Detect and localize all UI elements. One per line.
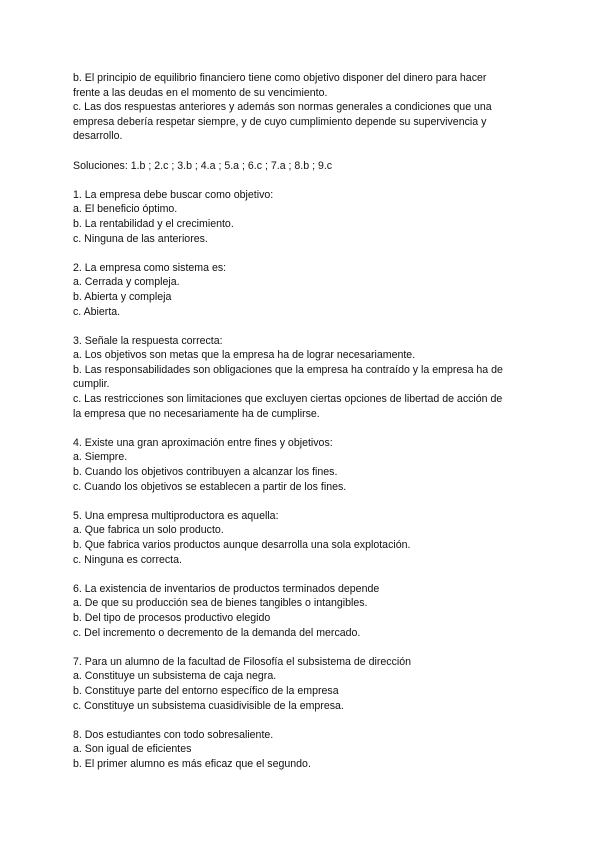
question-7 — [73, 655, 533, 713]
option-c: c. Ninguna es correcta. — [73, 553, 182, 566]
question-text: 8. Dos estudiantes con todo sobresaliente. — [73, 728, 274, 741]
option-b: b. El primer alumno es más eficaz que el segundo. — [73, 757, 311, 770]
question-5 — [73, 509, 533, 567]
solutions-block — [73, 159, 533, 174]
question-text: 1. La empresa debe buscar como objetivo: — [73, 188, 274, 201]
option-c: c. Constituye un subsistema cuasidivisible de la empresa. — [73, 699, 344, 712]
option-c: c. Cuando los objetivos se establecen a partir de los fines. — [73, 480, 347, 493]
question-text: 5. Una empresa multiproductora es aquella: — [73, 509, 279, 522]
option-b-line2: cumplir. — [73, 378, 110, 391]
question-8 — [73, 728, 533, 772]
option-b: b. Que fabrica varios productos aunque desarrolla una sola explotación. — [73, 539, 411, 551]
option-b-line1: b. Las responsabilidades son obligaciones que la empresa ha contraído y la empresa ha de — [73, 363, 503, 376]
intro-option-b-line2: frente a las deudas en el momento de su vencimiento. — [73, 86, 328, 99]
document-body — [73, 71, 533, 786]
intro-option-c-line1: c. Las dos respuestas anteriores y además son normas generales a condiciones que una — [73, 101, 492, 114]
option-a: a. Constituye un subsistema de caja negra. — [73, 670, 277, 683]
option-c: c. Ninguna de las anteriores. — [73, 232, 208, 245]
option-b: b. Del tipo de procesos productivo elegido — [73, 611, 271, 624]
question-text: 4. Existe una gran aproximación entre fines y objetivos: — [73, 436, 333, 449]
question-3 — [73, 334, 533, 422]
option-a: a. De que su producción sea de bienes tangibles o intangibles. — [73, 597, 368, 610]
intro-option-b-line1: b. El principio de equilibrio financiero tiene como objetivo disponer del dinero para hacer — [73, 72, 487, 84]
question-6 — [73, 582, 533, 640]
question-1 — [73, 188, 533, 246]
intro-option-c-line2: empresa debería respetar siempre, y de cuyo cumplimiento depende su supervivencia y — [73, 115, 487, 128]
question-text: 7. Para un alumno de la facultad de Filosofía el subsistema de dirección — [73, 655, 412, 668]
option-b: b. Abierta y compleja — [73, 290, 172, 303]
option-b: b. Cuando los objetivos contribuyen a alcanzar los fines. — [73, 466, 338, 479]
option-a: a. Que fabrica un solo producto. — [73, 524, 224, 537]
question-text: 6. La existencia de inventarios de productos terminados depende — [73, 582, 380, 595]
option-b: b. La rentabilidad y el crecimiento. — [73, 217, 234, 230]
option-a: a. Siempre. — [73, 451, 128, 464]
solutions-line: Soluciones: 1.b ; 2.c ; 3.b ; 4.a ; 5.a ; 6.c ; 7.a ; 8.b ; 9.c — [73, 159, 333, 172]
question-text: 2. La empresa como sistema es: — [73, 261, 227, 274]
option-b: b. Constituye parte del entorno específico de la empresa — [73, 684, 339, 697]
option-c-line1: c. Las restricciones son limitaciones que excluyen ciertas opciones de libertad de acción de — [73, 393, 503, 406]
question-2 — [73, 261, 533, 319]
option-c: c. Abierta. — [73, 305, 121, 318]
option-c: c. Del incremento o decremento de la demanda del mercado. — [73, 626, 361, 639]
option-a: a. Son igual de eficientes — [73, 743, 192, 756]
option-a: a. Cerrada y compleja. — [73, 276, 180, 289]
question-text: 3. Señale la respuesta correcta: — [73, 334, 223, 347]
option-a: a. Los objetivos son metas que la empresa ha de lograr necesariamente. — [73, 349, 416, 362]
intro-options — [73, 71, 533, 144]
option-c-line2: la empresa que no necesariamente ha de cumplirse. — [73, 407, 320, 420]
intro-option-c-line3: desarrollo. — [73, 130, 123, 143]
question-4 — [73, 436, 533, 494]
option-a: a. El beneficio óptimo. — [73, 203, 178, 216]
